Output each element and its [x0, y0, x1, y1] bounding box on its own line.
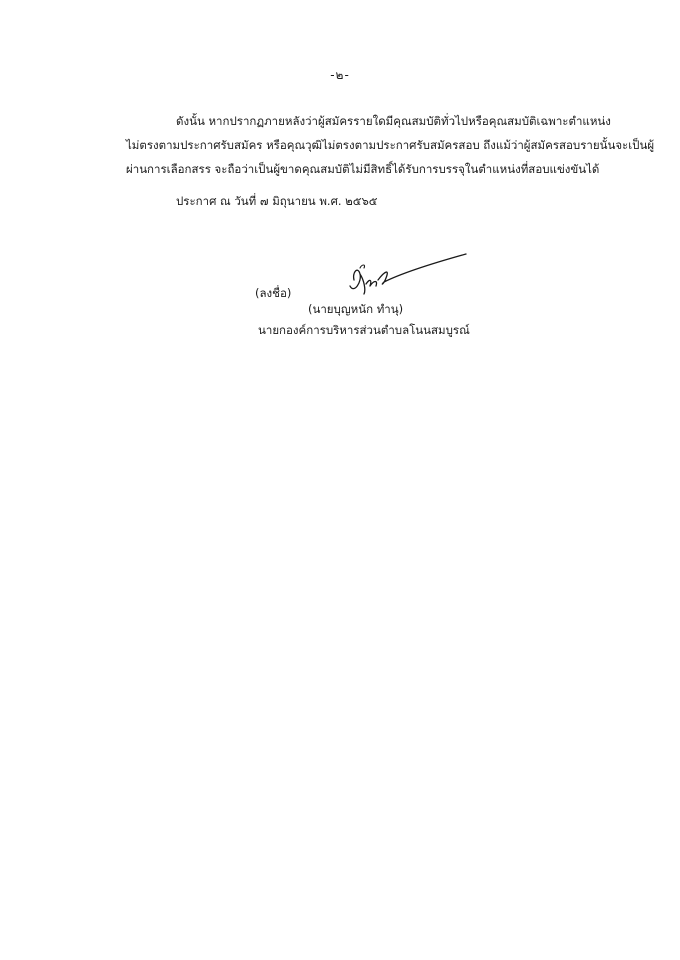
- signature-label: (ลงชื่อ): [255, 286, 292, 300]
- paragraph-line-2: ไม่ตรงตามประกาศรับสมัคร หรือคุณวุฒิไม่ตรงตามประกาศรับสมัครสอบ ถึงแม้ว่าผู้สมัครสอบรายนั้นจะเป็นผู้: [126, 138, 655, 152]
- signer-position: นายกองค์การบริหารส่วนตำบลโนนสมบูรณ์: [258, 323, 470, 337]
- paragraph-line-1: ดังนั้น หากปรากฏภายหลังว่าผู้สมัครรายใดมีคุณสมบัติทั่วไปหรือคุณสมบัติเฉพาะตำแหน่ง: [176, 114, 611, 128]
- handwritten-signature: [340, 250, 470, 300]
- paragraph-line-3: ผ่านการเลือกสรร จะถือว่าเป็นผู้ขาดคุณสมบัติไม่มีสิทธิ์ได้รับการบรรจุในตำแหน่งที่สอบแข่งขันได้: [126, 162, 600, 176]
- page-number: -๒-: [330, 68, 350, 82]
- announcement-date: ประกาศ ณ วันที่ ๗ มิถุนายน พ.ศ. ๒๕๖๕: [176, 194, 378, 208]
- signer-name: (นายบุญหนัก ทำนุ): [308, 302, 404, 316]
